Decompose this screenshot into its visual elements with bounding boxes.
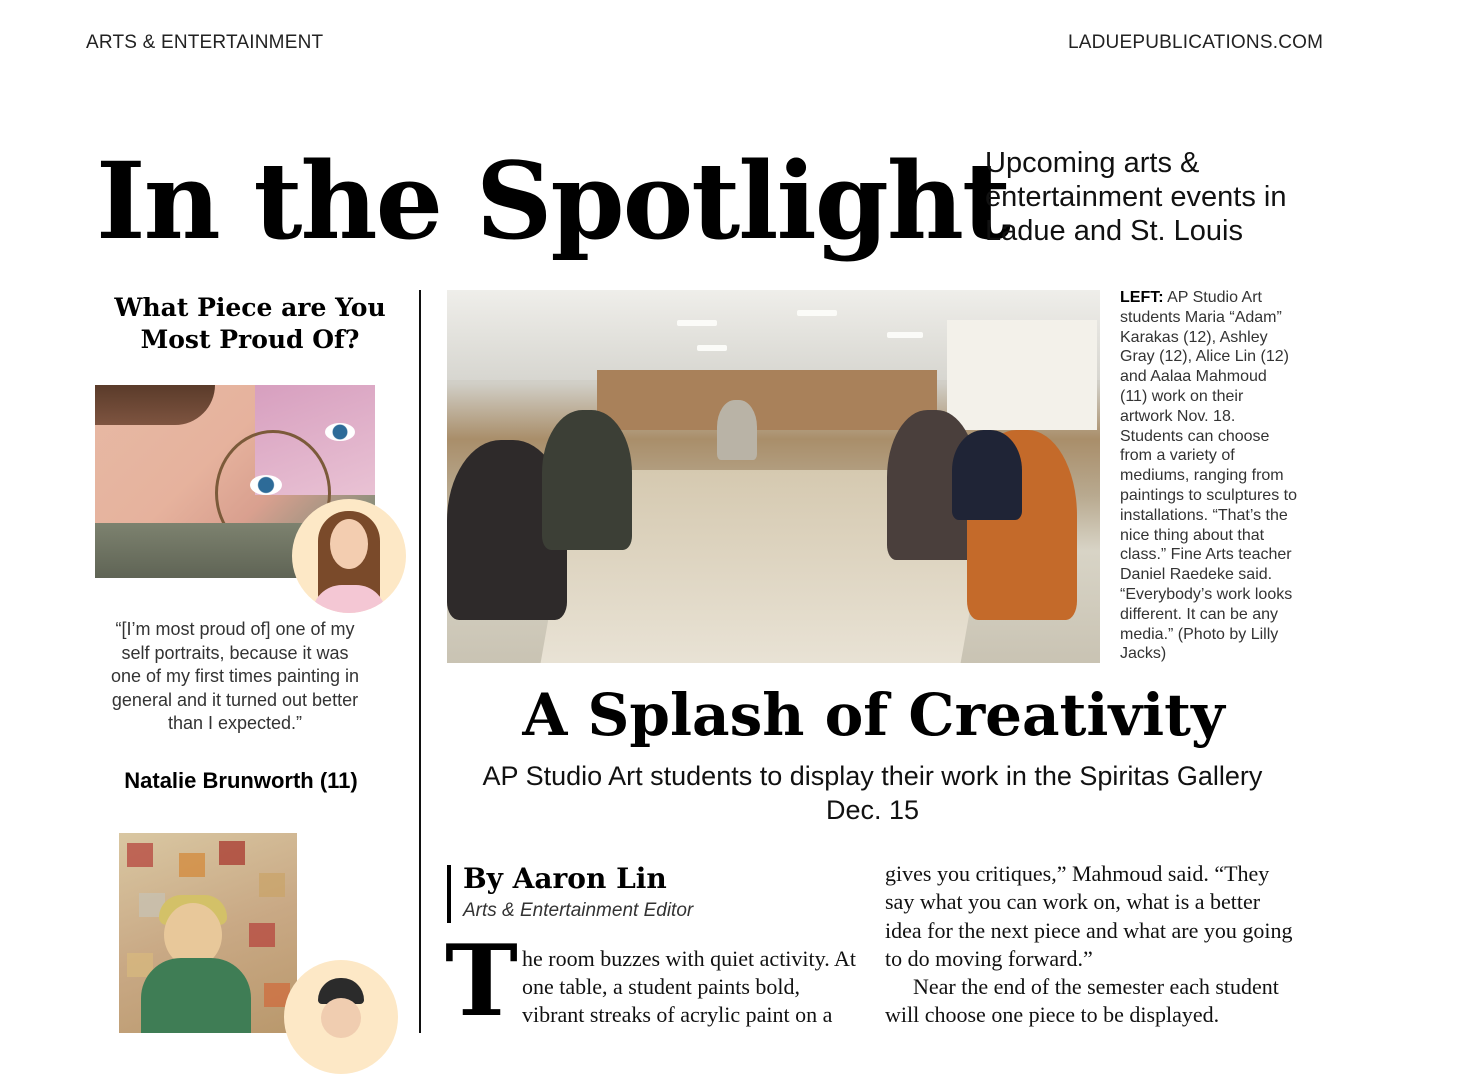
article-paragraph: gives you critiques,” Mahmoud said. “They say what you can work on, what is a better idea for the next piece and what are you going to do moving forward.” xyxy=(885,861,1293,971)
article-column-2 xyxy=(885,860,1300,1030)
student-headshot xyxy=(292,499,406,613)
page-title: In the Spotlight xyxy=(96,138,1009,263)
caption-text: AP Studio Art students Maria “Adam” Karakas (12), Ashley Gray (12), Alice Lin (12) and Aalaa Mahmoud (11) work on their artwork Nov. 18. Students can choose from a variety of mediums, ranging from paintings to sculptures to installations. “That’s the nice thing about that class.” Fine Arts teacher Daniel Raedeke said. “Everybody’s work looks different. It can be any media.” (Photo by Lilly Jacks) xyxy=(1120,289,1297,663)
section-label: ARTS & ENTERTAINMENT xyxy=(86,32,324,53)
author-role: Arts & Entertainment Editor xyxy=(463,900,694,921)
article-deck: AP Studio Art students to display their work in the Spiritas Gallery Dec. 15 xyxy=(482,761,1263,825)
column-divider xyxy=(419,290,421,1033)
photo-caption xyxy=(1120,288,1298,664)
page-tagline: Upcoming arts & entertainment events in Ladue and St. Louis xyxy=(985,147,1287,247)
site-url[interactable]: LADUEPUBLICATIONS.COM xyxy=(1068,32,1324,53)
article-paragraph: Near the end of the semester each student will choose one piece to be displayed. xyxy=(885,974,1279,1028)
caption-label: LEFT: xyxy=(1120,289,1164,306)
second-artwork xyxy=(119,833,297,1033)
article-column-1: he room buzzes with quiet activity. At one table, a student paints bold, vibrant streaks of acrylic paint on a xyxy=(522,946,856,1027)
sidebar-title: What Piece are You Most Proud Of? xyxy=(114,293,386,354)
student-name: Natalie Brunworth (11) xyxy=(124,768,358,793)
article-headline: A Splash of Creativity xyxy=(522,681,1225,749)
byline-rule xyxy=(447,865,451,923)
student-headshot-2 xyxy=(284,960,398,1074)
student-quote: “[I’m most proud of] one of my self portraits, because it was one of my first times painting in general and it turned out better than I expected.” xyxy=(110,619,360,734)
classroom-photo xyxy=(447,290,1100,663)
drop-cap: T xyxy=(445,924,518,1039)
byline: By Aaron Lin xyxy=(463,862,667,895)
